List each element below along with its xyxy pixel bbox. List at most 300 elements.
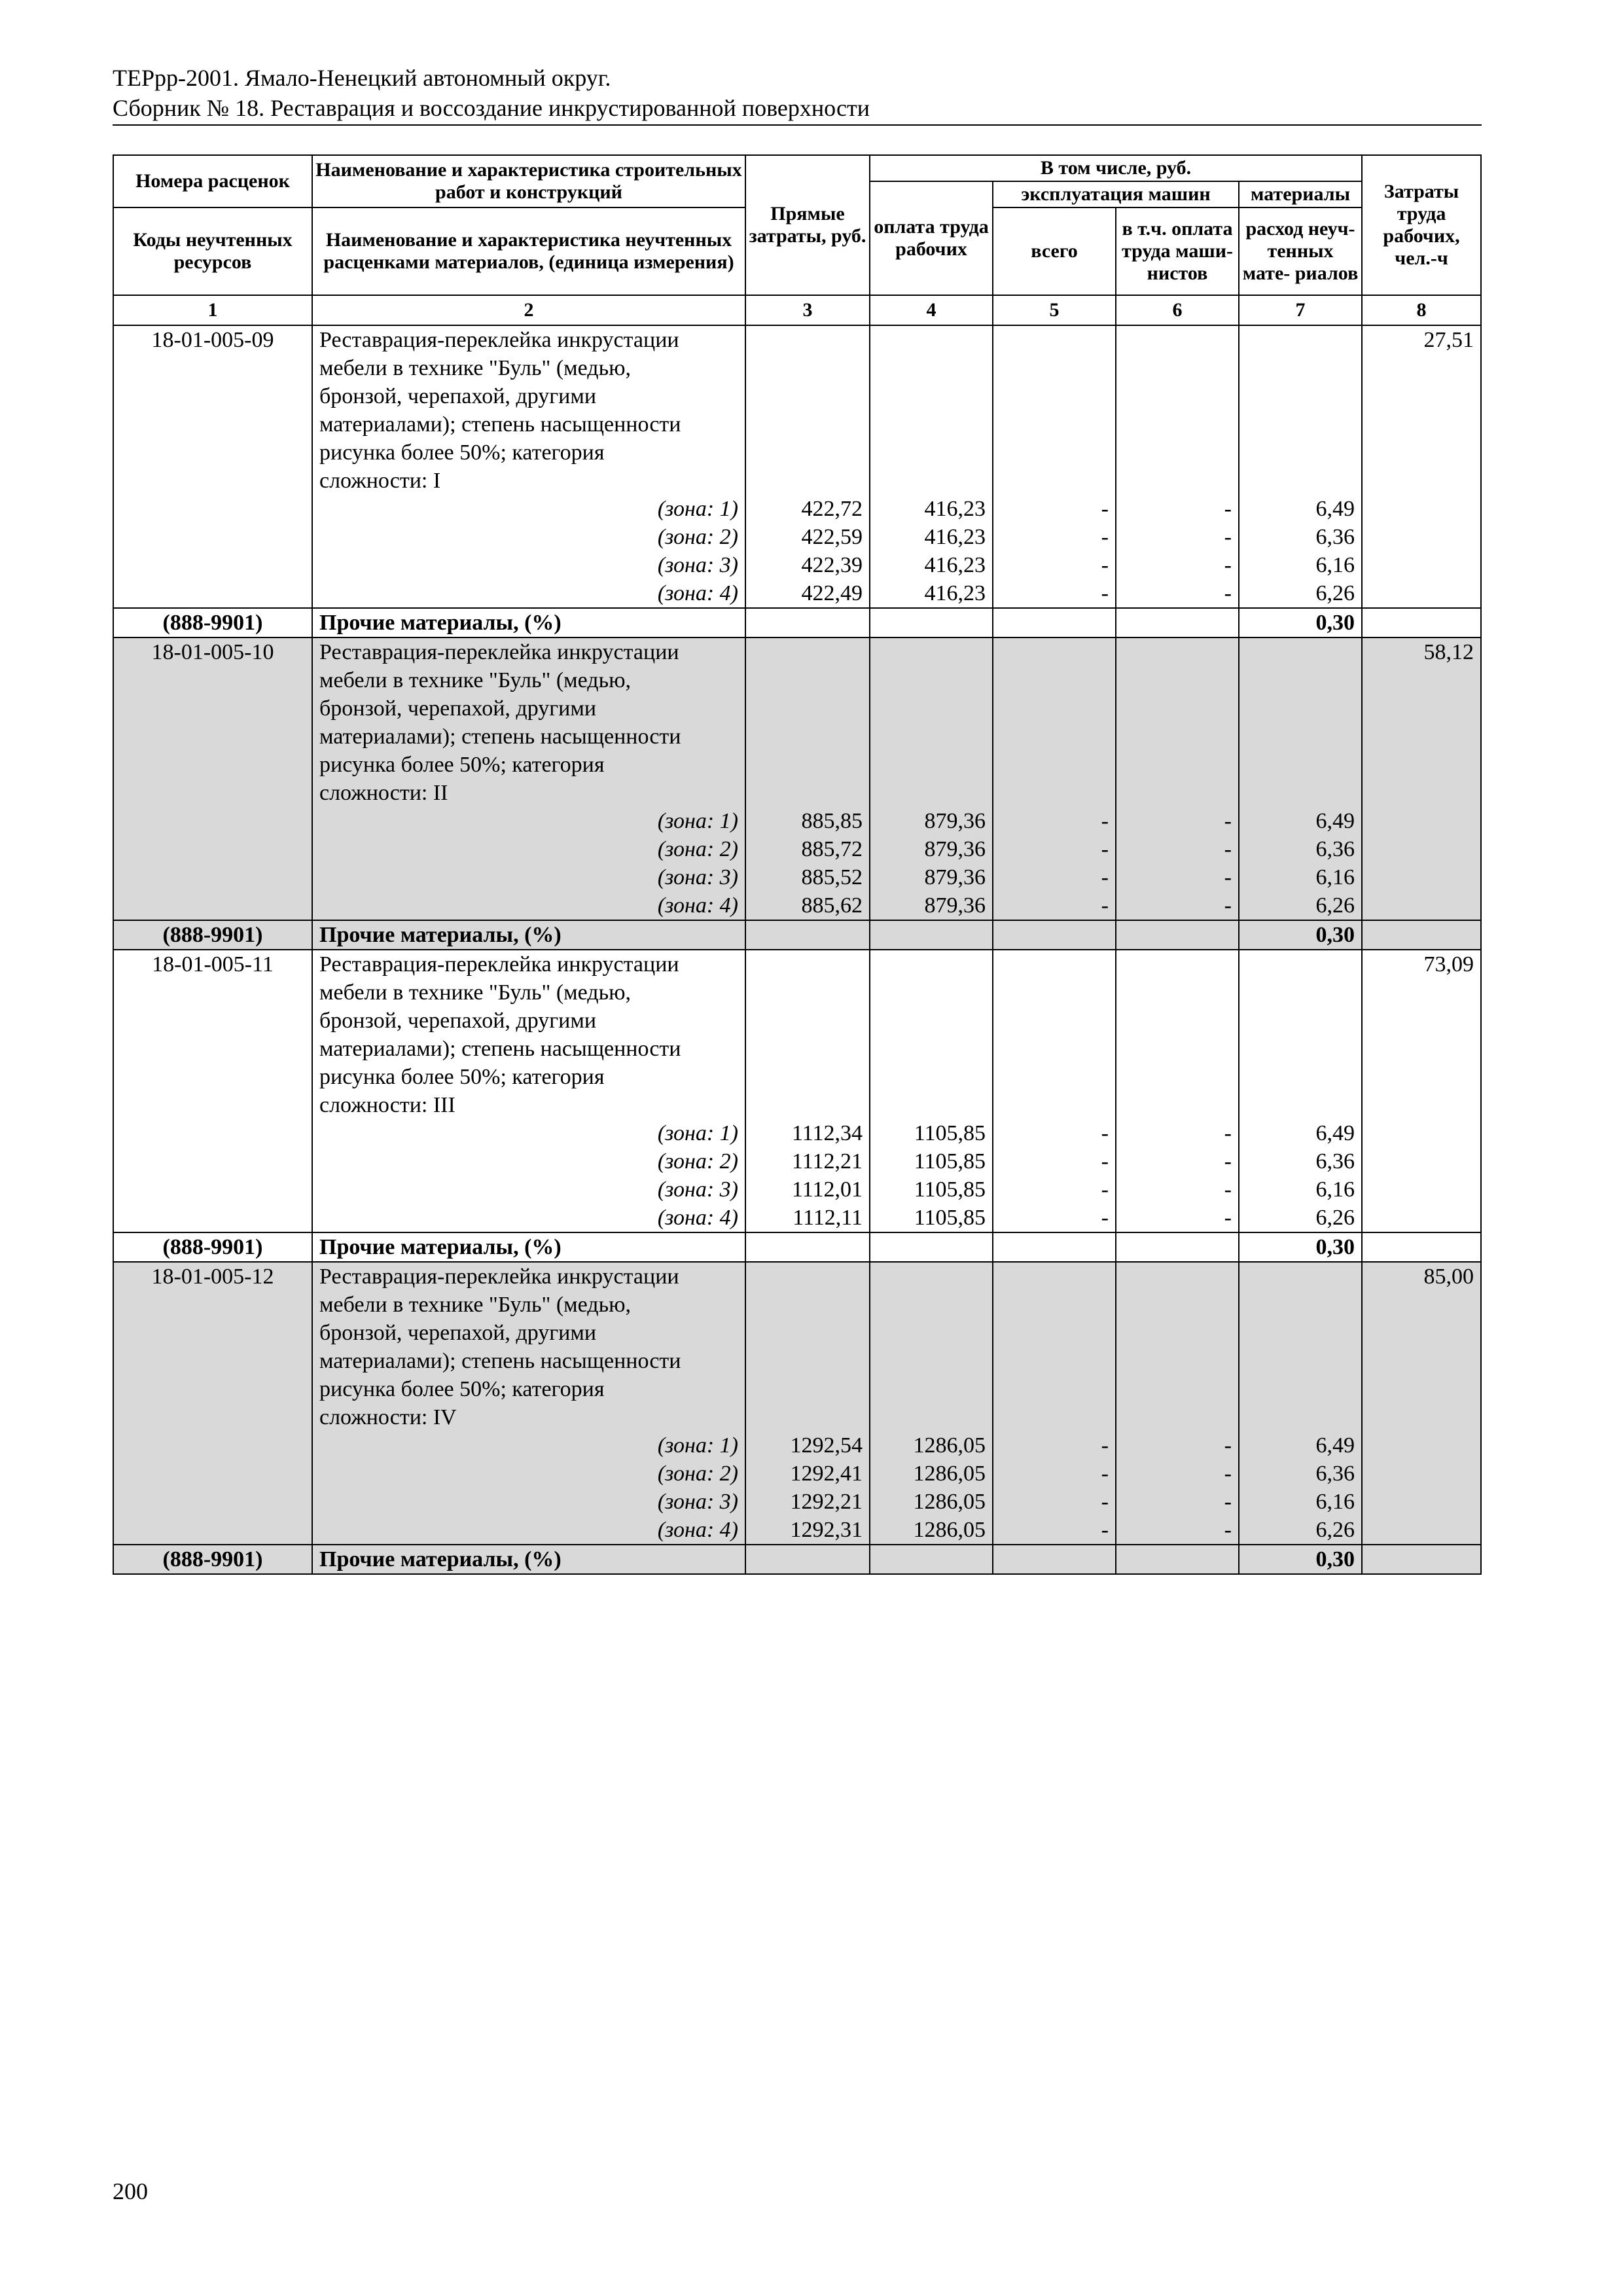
labor-pay: 879,36 (924, 893, 986, 918)
spacer (1246, 723, 1355, 751)
description-line: материалами); степень насыщенности (319, 1037, 681, 1061)
rate-code: 18-01-005-12 (151, 1265, 274, 1289)
header-work-name: Наименование и характеристика строительных работ и конструкций (312, 155, 745, 207)
table-row (113, 325, 1481, 608)
labor-pay: 879,36 (924, 865, 986, 889)
spacer (877, 354, 986, 382)
spacer (1246, 638, 1355, 666)
machine-total-cell (993, 1262, 1116, 1545)
direct-cost: 885,62 (801, 893, 863, 918)
spacer (1123, 1375, 1232, 1403)
empty-cell (745, 608, 870, 637)
description-line: мебели в технике "Буль" (медью, (319, 1293, 632, 1317)
empty-cell (745, 1232, 870, 1262)
spacer (1123, 1063, 1232, 1091)
empty-cell (870, 608, 993, 637)
document-title: ТЕРрр-2001. Ямало-Ненецкий автономный округ. (113, 65, 611, 91)
col-number: 7 (1239, 295, 1362, 325)
spacer (877, 666, 986, 694)
spacer (1000, 326, 1109, 354)
spacer (1000, 467, 1109, 495)
col-number: 5 (993, 295, 1116, 325)
resource-name: Прочие материалы, (%) (312, 920, 745, 950)
spacer (1246, 950, 1355, 978)
direct-cost-cell (745, 950, 870, 1232)
spacer (753, 1263, 863, 1291)
rate-code-cell (113, 325, 312, 608)
spacer (1246, 694, 1355, 723)
spacer (1000, 1403, 1109, 1431)
materials-use: 6,26 (1315, 1206, 1355, 1230)
empty-cell (1362, 1545, 1481, 1574)
resource-row (113, 1545, 1481, 1574)
description-line: бронзой, черепахой, другими (319, 384, 597, 408)
spacer (1246, 978, 1355, 1007)
zone-label: (зона: 3) (657, 865, 738, 889)
labor-pay: 879,36 (924, 837, 986, 861)
rate-code-cell (113, 1262, 312, 1545)
direct-cost: 422,39 (801, 553, 863, 577)
operator-pay: - (1224, 581, 1232, 605)
empty-cell (993, 608, 1116, 637)
empty-cell (745, 1545, 870, 1574)
description-line: рисунка более 50%; категория (319, 440, 605, 465)
materials-use-cell (1239, 325, 1362, 608)
spacer (1000, 410, 1109, 439)
spacer (1123, 382, 1232, 410)
spacer (1000, 978, 1109, 1007)
spacer (753, 467, 863, 495)
spacer (1246, 439, 1355, 467)
direct-cost: 422,59 (801, 525, 863, 549)
labor-pay-cell (870, 1262, 993, 1545)
header-labor-pay: оплата труда рабочих (870, 181, 993, 295)
direct-cost: 1112,34 (792, 1121, 863, 1145)
spacer (877, 751, 986, 779)
rates-table (113, 154, 1482, 1575)
description-line: Реставрация-переклейка инкрустации (319, 952, 679, 977)
description-line: материалами); степень насыщенности (319, 725, 681, 749)
spacer (753, 1403, 863, 1431)
spacer (877, 439, 986, 467)
spacer (1123, 978, 1232, 1007)
resource-row (113, 608, 1481, 637)
direct-cost-cell (745, 637, 870, 920)
empty-cell (1362, 1232, 1481, 1262)
spacer (1246, 1347, 1355, 1375)
zone-label: (зона: 1) (657, 1121, 738, 1145)
header-rule (113, 124, 1482, 126)
spacer (1000, 779, 1109, 807)
spacer (1246, 467, 1355, 495)
zone-label: (зона: 4) (657, 893, 738, 918)
spacer (1123, 666, 1232, 694)
empty-cell (1362, 920, 1481, 950)
zone-label: (зона: 2) (657, 525, 738, 549)
header-machine-ops: эксплуатация машин (993, 181, 1239, 207)
spacer (877, 638, 986, 666)
spacer (877, 1263, 986, 1291)
spacer (1000, 666, 1109, 694)
spacer (1000, 1091, 1109, 1119)
work-description-cell (312, 325, 745, 608)
machine-total: - (1101, 809, 1109, 833)
spacer (1000, 694, 1109, 723)
labor-pay: 879,36 (924, 809, 986, 833)
empty-cell (745, 920, 870, 950)
description-line: сложности: II (319, 781, 448, 805)
zone-label: (зона: 3) (657, 553, 738, 577)
machine-total: - (1101, 1206, 1109, 1230)
spacer (1246, 1375, 1355, 1403)
spacer (1123, 1091, 1232, 1119)
machine-total-cell (993, 325, 1116, 608)
resource-value: 0,30 (1239, 608, 1362, 637)
zone-label: (зона: 4) (657, 1518, 738, 1542)
operator-pay: - (1224, 1206, 1232, 1230)
operator-pay: - (1224, 525, 1232, 549)
empty-cell (870, 920, 993, 950)
spacer (1246, 1035, 1355, 1063)
spacer (1123, 1007, 1232, 1035)
rate-code-cell (113, 637, 312, 920)
spacer (1123, 1263, 1232, 1291)
col-number: 4 (870, 295, 993, 325)
spacer (877, 410, 986, 439)
empty-cell (870, 1232, 993, 1262)
header-direct-costs: Прямые затраты, руб. (745, 155, 870, 295)
zone-label: (зона: 2) (657, 837, 738, 861)
spacer (1246, 1263, 1355, 1291)
labor-pay-cell (870, 637, 993, 920)
direct-cost: 1292,21 (790, 1490, 863, 1514)
zone-label: (зона: 3) (657, 1177, 738, 1202)
description-line: сложности: IV (319, 1405, 457, 1429)
description-line: Реставрация-переклейка инкрустации (319, 1265, 679, 1289)
spacer (1123, 723, 1232, 751)
spacer (1000, 638, 1109, 666)
spacer (753, 1319, 863, 1347)
spacer (1000, 1263, 1109, 1291)
materials-use: 6,16 (1315, 865, 1355, 889)
resource-code: (888-9901) (113, 608, 312, 637)
spacer (1000, 723, 1109, 751)
empty-cell (1116, 1232, 1239, 1262)
spacer (1123, 779, 1232, 807)
direct-cost: 885,85 (801, 809, 863, 833)
resource-value: 0,30 (1239, 1545, 1362, 1574)
materials-use: 6,26 (1315, 893, 1355, 918)
spacer (1123, 467, 1232, 495)
zone-label: (зона: 2) (657, 1149, 738, 1174)
description-line: бронзой, черепахой, другими (319, 1321, 597, 1345)
collection-title: Сборник № 18. Реставрация и воссоздание инкрустированной поверхности (113, 95, 870, 121)
spacer (1000, 1319, 1109, 1347)
labor-costs-cell (1362, 950, 1481, 1232)
spacer (1000, 950, 1109, 978)
operator-pay: - (1224, 809, 1232, 833)
resource-name: Прочие материалы, (%) (312, 1232, 745, 1262)
description-line: бронзой, черепахой, другими (319, 1009, 597, 1033)
spacer (1123, 1291, 1232, 1319)
rate-code: 18-01-005-09 (151, 328, 274, 352)
spacer (877, 1403, 986, 1431)
spacer (1000, 751, 1109, 779)
description-line: Реставрация-переклейка инкрустации (319, 640, 679, 664)
spacer (1246, 1007, 1355, 1035)
spacer (753, 1007, 863, 1035)
empty-cell (993, 1232, 1116, 1262)
spacer (1000, 1063, 1109, 1091)
direct-cost: 1112,21 (792, 1149, 863, 1174)
work-description-cell (312, 1262, 745, 1545)
operator-pay: - (1224, 1490, 1232, 1514)
labor-costs: 73,09 (1423, 952, 1474, 977)
spacer (1246, 326, 1355, 354)
spacer (753, 751, 863, 779)
direct-cost: 1292,31 (790, 1518, 863, 1542)
spacer (1000, 382, 1109, 410)
operator-pay-cell (1116, 950, 1239, 1232)
spacer (877, 723, 986, 751)
operator-pay: - (1224, 497, 1232, 521)
labor-pay-cell (870, 950, 993, 1232)
materials-use: 6,49 (1315, 809, 1355, 833)
spacer (1246, 354, 1355, 382)
spacer (1123, 326, 1232, 354)
resource-value: 0,30 (1239, 1232, 1362, 1262)
description-line: рисунка более 50%; категория (319, 1065, 605, 1089)
col-number: 1 (113, 295, 312, 325)
spacer (753, 1375, 863, 1403)
materials-use: 6,16 (1315, 1177, 1355, 1202)
labor-pay: 416,23 (924, 553, 986, 577)
spacer (877, 779, 986, 807)
materials-use-cell (1239, 1262, 1362, 1545)
table-row (113, 637, 1481, 920)
machine-total-cell (993, 950, 1116, 1232)
zone-label: (зона: 1) (657, 1433, 738, 1458)
spacer (1000, 1035, 1109, 1063)
description-line: сложности: I (319, 469, 441, 493)
spacer (1246, 666, 1355, 694)
description-line: сложности: III (319, 1093, 455, 1117)
col-number: 8 (1362, 295, 1481, 325)
spacer (1123, 1035, 1232, 1063)
spacer (1246, 751, 1355, 779)
resource-row (113, 1232, 1481, 1262)
machine-total: - (1101, 865, 1109, 889)
header-materials: материалы (1239, 181, 1362, 207)
labor-pay: 1105,85 (914, 1121, 986, 1145)
spacer (753, 950, 863, 978)
spacer (877, 1091, 986, 1119)
header-unaccounted-codes: Коды неучтенных ресурсов (113, 207, 312, 295)
description-line: материалами); степень насыщенности (319, 412, 681, 437)
empty-cell (1116, 608, 1239, 637)
machine-total: - (1101, 1518, 1109, 1542)
col-number: 2 (312, 295, 745, 325)
materials-use: 6,49 (1315, 1121, 1355, 1145)
empty-cell (870, 1545, 993, 1574)
description-line: бронзой, черепахой, другими (319, 696, 597, 721)
machine-total: - (1101, 1121, 1109, 1145)
direct-cost: 885,52 (801, 865, 863, 889)
page-number: 200 (113, 2178, 148, 2204)
spacer (753, 978, 863, 1007)
spacer (877, 382, 986, 410)
resource-value: 0,30 (1239, 920, 1362, 950)
spacer (1123, 638, 1232, 666)
labor-pay: 1105,85 (914, 1206, 986, 1230)
operator-pay: - (1224, 1177, 1232, 1202)
spacer (1246, 410, 1355, 439)
spacer (753, 1291, 863, 1319)
spacer (877, 950, 986, 978)
zone-label: (зона: 4) (657, 581, 738, 605)
spacer (753, 779, 863, 807)
header-machine-total: всего (993, 207, 1116, 295)
labor-pay: 1286,05 (913, 1518, 986, 1542)
resource-code: (888-9901) (113, 1545, 312, 1574)
spacer (753, 410, 863, 439)
materials-use-cell (1239, 637, 1362, 920)
operator-pay: - (1224, 1462, 1232, 1486)
labor-pay-cell (870, 325, 993, 608)
spacer (877, 1319, 986, 1347)
direct-cost: 422,72 (801, 497, 863, 521)
rate-code-cell (113, 950, 312, 1232)
operator-pay: - (1224, 1149, 1232, 1174)
spacer (1123, 1319, 1232, 1347)
spacer (1123, 410, 1232, 439)
spacer (1000, 1347, 1109, 1375)
header-including: В том числе, руб. (870, 155, 1362, 181)
spacer (877, 467, 986, 495)
machine-total: - (1101, 1177, 1109, 1202)
zone-label: (зона: 1) (657, 809, 738, 833)
spacer (753, 694, 863, 723)
rate-code: 18-01-005-11 (152, 952, 274, 977)
rates-table-body (113, 325, 1481, 1574)
labor-costs: 27,51 (1423, 328, 1474, 352)
header-labor-costs: Затраты труда рабочих, чел.-ч (1362, 155, 1481, 295)
zone-label: (зона: 4) (657, 1206, 738, 1230)
header-incl-operators: в т.ч. оплата труда маши- нистов (1116, 207, 1239, 295)
direct-cost: 1292,54 (790, 1433, 863, 1458)
materials-use: 6,26 (1315, 1518, 1355, 1542)
operator-pay-cell (1116, 1262, 1239, 1545)
spacer (877, 1035, 986, 1063)
spacer (1246, 1291, 1355, 1319)
machine-total: - (1101, 1490, 1109, 1514)
spacer (753, 354, 863, 382)
direct-cost: 1112,01 (792, 1177, 863, 1202)
operator-pay-cell (1116, 637, 1239, 920)
rate-code: 18-01-005-10 (151, 640, 274, 664)
spacer (1246, 1319, 1355, 1347)
direct-cost: 885,72 (801, 837, 863, 861)
materials-use: 6,36 (1315, 1462, 1355, 1486)
materials-use-cell (1239, 950, 1362, 1232)
spacer (753, 723, 863, 751)
resource-code: (888-9901) (113, 1232, 312, 1262)
zone-label: (зона: 1) (657, 497, 738, 521)
labor-pay: 1105,85 (914, 1149, 986, 1174)
spacer (1246, 1091, 1355, 1119)
spacer (877, 326, 986, 354)
resource-row (113, 920, 1481, 950)
materials-use: 6,36 (1315, 1149, 1355, 1174)
direct-cost-cell (745, 325, 870, 608)
header-rate-numbers: Номера расценок (113, 155, 312, 207)
document-header (113, 63, 1482, 123)
col-number: 6 (1116, 295, 1239, 325)
spacer (1000, 1375, 1109, 1403)
spacer (1000, 1291, 1109, 1319)
col-number: 3 (745, 295, 870, 325)
machine-total: - (1101, 837, 1109, 861)
empty-cell (993, 920, 1116, 950)
spacer (1123, 751, 1232, 779)
table-row (113, 950, 1481, 1232)
direct-cost-cell (745, 1262, 870, 1545)
spacer (753, 326, 863, 354)
description-line: мебели в технике "Буль" (медью, (319, 668, 632, 692)
spacer (753, 382, 863, 410)
labor-costs-cell (1362, 325, 1481, 608)
empty-cell (1362, 608, 1481, 637)
direct-cost: 422,49 (801, 581, 863, 605)
operator-pay-cell (1116, 325, 1239, 608)
machine-total: - (1101, 497, 1109, 521)
spacer (1000, 1007, 1109, 1035)
spacer (877, 1375, 986, 1403)
labor-costs: 85,00 (1423, 1265, 1474, 1289)
spacer (753, 1035, 863, 1063)
spacer (877, 1063, 986, 1091)
spacer (1123, 694, 1232, 723)
machine-total: - (1101, 893, 1109, 918)
spacer (753, 1091, 863, 1119)
spacer (877, 694, 986, 723)
machine-total-cell (993, 637, 1116, 920)
empty-cell (993, 1545, 1116, 1574)
labor-pay: 416,23 (924, 581, 986, 605)
empty-cell (1116, 1545, 1239, 1574)
machine-total: - (1101, 1433, 1109, 1458)
operator-pay: - (1224, 865, 1232, 889)
spacer (1123, 439, 1232, 467)
labor-costs-cell (1362, 1262, 1481, 1545)
spacer (753, 1347, 863, 1375)
labor-costs: 58,12 (1423, 640, 1474, 664)
description-line: мебели в технике "Буль" (медью, (319, 356, 632, 380)
machine-total: - (1101, 553, 1109, 577)
spacer (877, 1291, 986, 1319)
labor-pay: 416,23 (924, 497, 986, 521)
operator-pay: - (1224, 893, 1232, 918)
spacer (753, 638, 863, 666)
operator-pay: - (1224, 553, 1232, 577)
labor-pay: 1286,05 (913, 1462, 986, 1486)
operator-pay: - (1224, 837, 1232, 861)
table-row (113, 1262, 1481, 1545)
header-unaccounted-use: расход неуч- тенных мате- риалов (1239, 207, 1362, 295)
spacer (1123, 1403, 1232, 1431)
machine-total: - (1101, 1462, 1109, 1486)
description-line: мебели в технике "Буль" (медью, (319, 980, 632, 1005)
